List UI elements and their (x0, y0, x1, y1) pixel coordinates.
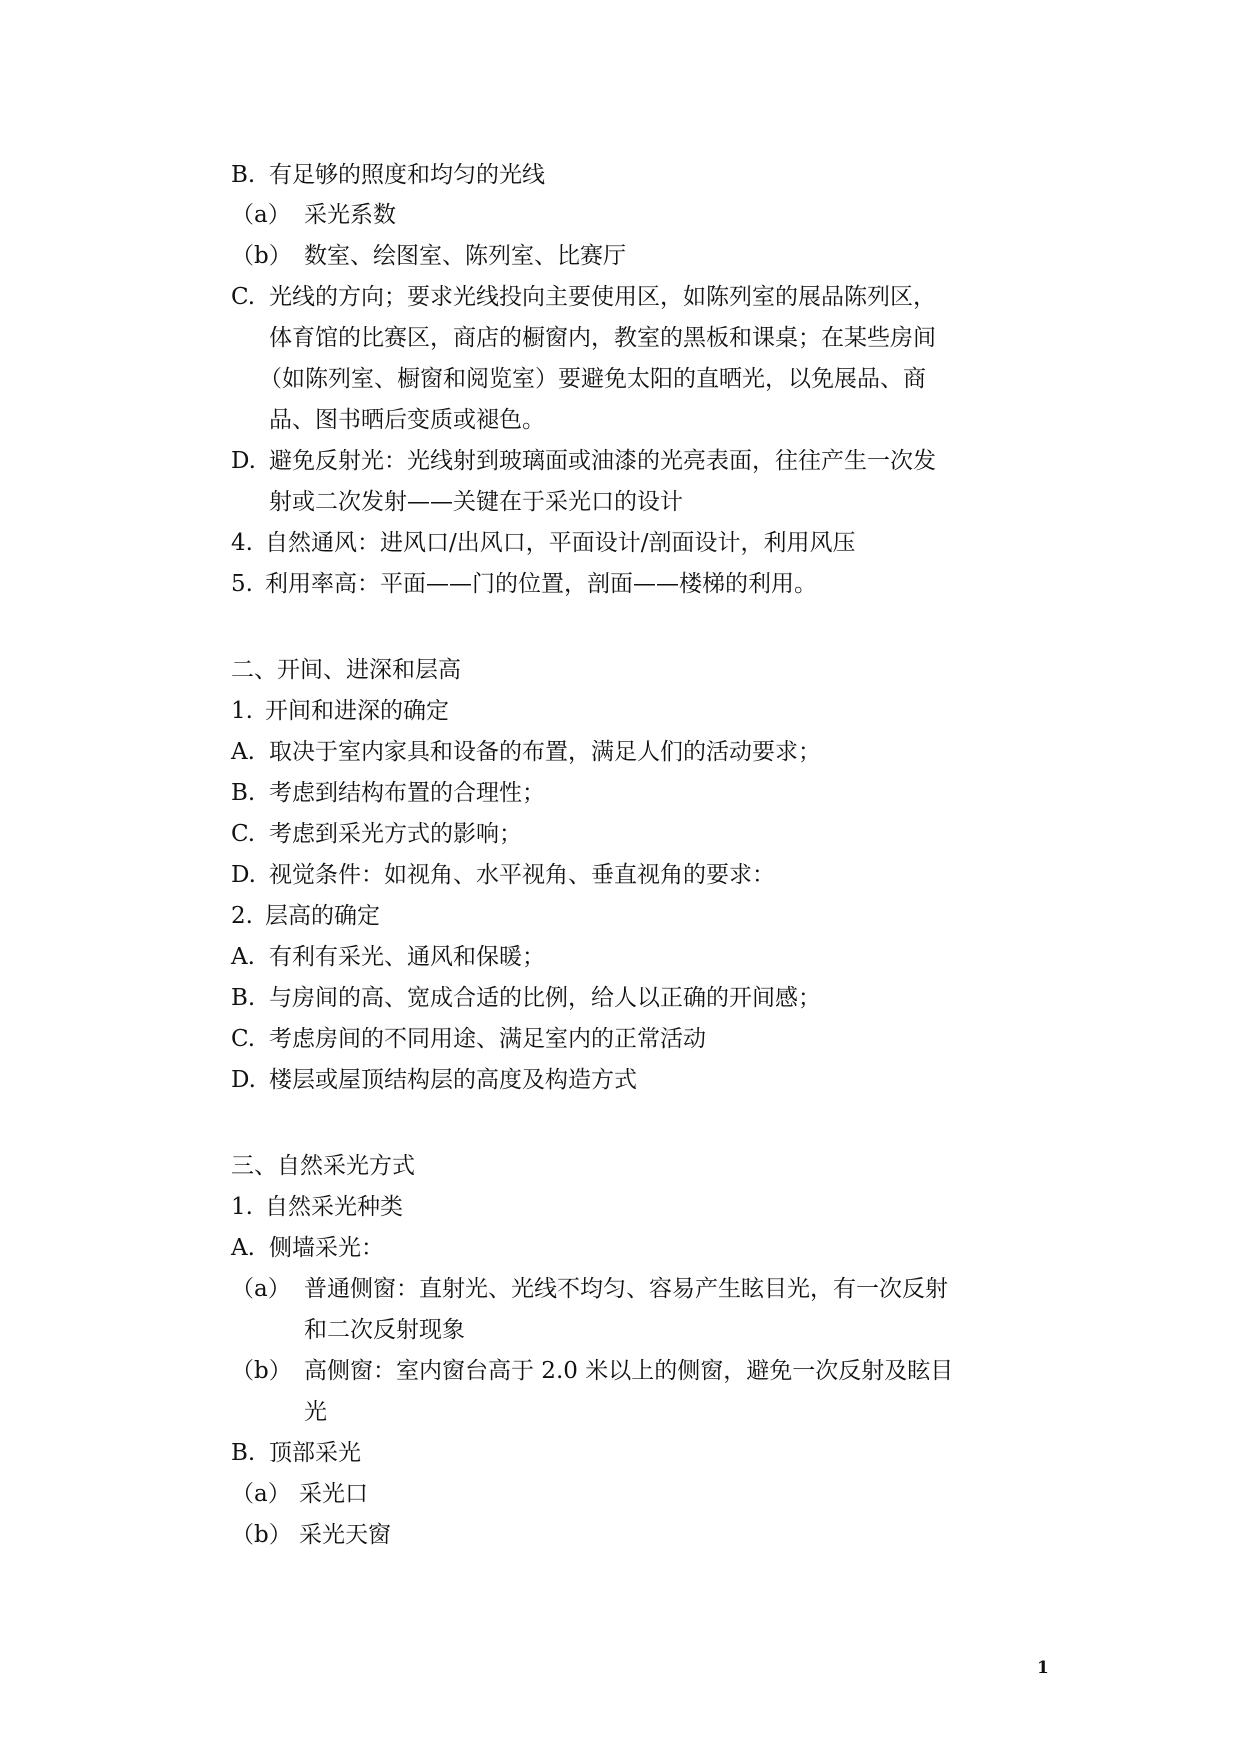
text-line (259, 364, 926, 394)
line-text: 避免反射光：光线射到玻璃面或油漆的光亮表面，往往产生一次发 (269, 448, 936, 474)
text-line (231, 860, 775, 890)
line-prefix: （a） (231, 1276, 291, 1302)
line-prefix: D. (231, 862, 256, 888)
line-text: 普通侧窗：直射光、光线不均匀、容易产生眩目光，有一次反射 (304, 1276, 948, 1302)
line-prefix: 4. (231, 530, 253, 556)
line-text: 采光系数 (304, 202, 396, 228)
text-line (231, 1274, 948, 1304)
line-prefix: B. (231, 1440, 256, 1466)
line-text: 二、开间、进深和层高 (231, 657, 461, 683)
line-text: 取决于室内家具和设备的布置，满足人们的活动要求； (269, 739, 821, 765)
text-line (231, 819, 522, 849)
line-prefix: C. (231, 1026, 256, 1052)
line-text: 与房间的高、宽成合适的比例，给人以正确的开间感； (269, 985, 821, 1011)
section-heading (231, 1151, 415, 1181)
text-line (231, 1520, 391, 1550)
text-line (231, 778, 545, 808)
line-text: 自然采光种类 (265, 1194, 403, 1220)
line-text: 采光天窗 (299, 1522, 391, 1548)
text-line (231, 528, 856, 558)
text-line (231, 1065, 637, 1095)
line-text: 数室、绘图室、陈列室、比赛厅 (304, 243, 626, 269)
page-number: 1 (1037, 1658, 1049, 1678)
text-line (231, 446, 936, 476)
line-text: 高侧窗：室内窗台高于 2.0 米以上的侧窗，避免一次反射及眩目 (304, 1358, 954, 1384)
line-text: 有足够的照度和均匀的光线 (269, 162, 545, 188)
line-prefix: （b） (231, 1522, 292, 1548)
line-prefix: C. (231, 821, 256, 847)
line-prefix: B. (231, 162, 256, 188)
text-line (269, 487, 683, 517)
text-line (231, 160, 545, 190)
text-line (231, 1356, 953, 1386)
line-prefix: （b） (231, 243, 292, 269)
line-text: 品、图书晒后变质或褪色。 (269, 407, 545, 433)
line-text: 层高的确定 (265, 903, 380, 929)
text-line (231, 1233, 384, 1263)
line-prefix: 2. (231, 903, 253, 929)
line-prefix: D. (231, 1067, 256, 1093)
line-text: 开间和进深的确定 (265, 698, 449, 724)
line-text: 自然通风：进风口/出风口，平面设计/剖面设计，利用风压 (265, 530, 856, 556)
line-prefix: 1. (231, 698, 253, 724)
line-text: 顶部采光 (269, 1440, 361, 1466)
text-line (304, 1397, 327, 1427)
line-text: 利用率高：平面——门的位置，剖面——楼梯的利用。 (265, 571, 817, 597)
text-line (231, 1479, 368, 1509)
line-prefix: D. (231, 448, 256, 474)
text-line (304, 1315, 465, 1345)
line-text: 考虑到采光方式的影响； (269, 821, 522, 847)
text-line (231, 241, 626, 271)
line-prefix: A. (231, 1235, 255, 1261)
line-text: 和二次反射现象 (304, 1317, 465, 1343)
text-line (231, 737, 821, 767)
line-text: 楼层或屋顶结构层的高度及构造方式 (269, 1067, 637, 1093)
text-line (269, 405, 545, 435)
line-text: 侧墙采光： (269, 1235, 384, 1261)
line-text: （如陈列室、橱窗和阅览室）要避免太阳的直晒光，以免展品、商 (259, 366, 926, 392)
line-prefix: （b） (231, 1358, 292, 1384)
line-text: 视觉条件：如视角、水平视角、垂直视角的要求： (269, 862, 775, 888)
text-line (231, 1024, 706, 1054)
line-prefix: B. (231, 985, 256, 1011)
line-prefix: B. (231, 780, 256, 806)
line-text: 考虑到结构布置的合理性； (269, 780, 545, 806)
line-text: 有利有采光、通风和保暖； (269, 944, 545, 970)
section-heading (231, 655, 461, 685)
line-prefix: 1. (231, 1194, 253, 1220)
line-text: 光线的方向；要求光线投向主要使用区，如陈列室的展品陈列区， (269, 284, 936, 310)
text-line (231, 569, 817, 599)
line-prefix: A. (231, 739, 255, 765)
line-prefix: （a） (231, 1481, 291, 1507)
line-prefix: 5. (231, 571, 253, 597)
text-line (269, 323, 936, 353)
text-line (231, 282, 936, 312)
text-line (231, 901, 380, 931)
line-prefix: A. (231, 944, 255, 970)
line-text: 三、自然采光方式 (231, 1153, 415, 1179)
line-prefix: C. (231, 284, 256, 310)
line-text: 采光口 (299, 1481, 368, 1507)
line-text: 光 (304, 1399, 327, 1425)
text-line (231, 942, 545, 972)
text-line (231, 1192, 403, 1222)
line-prefix: （a） (231, 202, 291, 228)
text-line (231, 1438, 361, 1468)
text-line (231, 983, 821, 1013)
line-text: 体育馆的比赛区，商店的橱窗内，教室的黑板和课桌；在某些房间 (269, 325, 936, 351)
text-line (231, 696, 449, 726)
text-line (231, 200, 396, 230)
line-text: 射或二次发射——关键在于采光口的设计 (269, 489, 683, 515)
line-text: 考虑房间的不同用途、满足室内的正常活动 (269, 1026, 706, 1052)
